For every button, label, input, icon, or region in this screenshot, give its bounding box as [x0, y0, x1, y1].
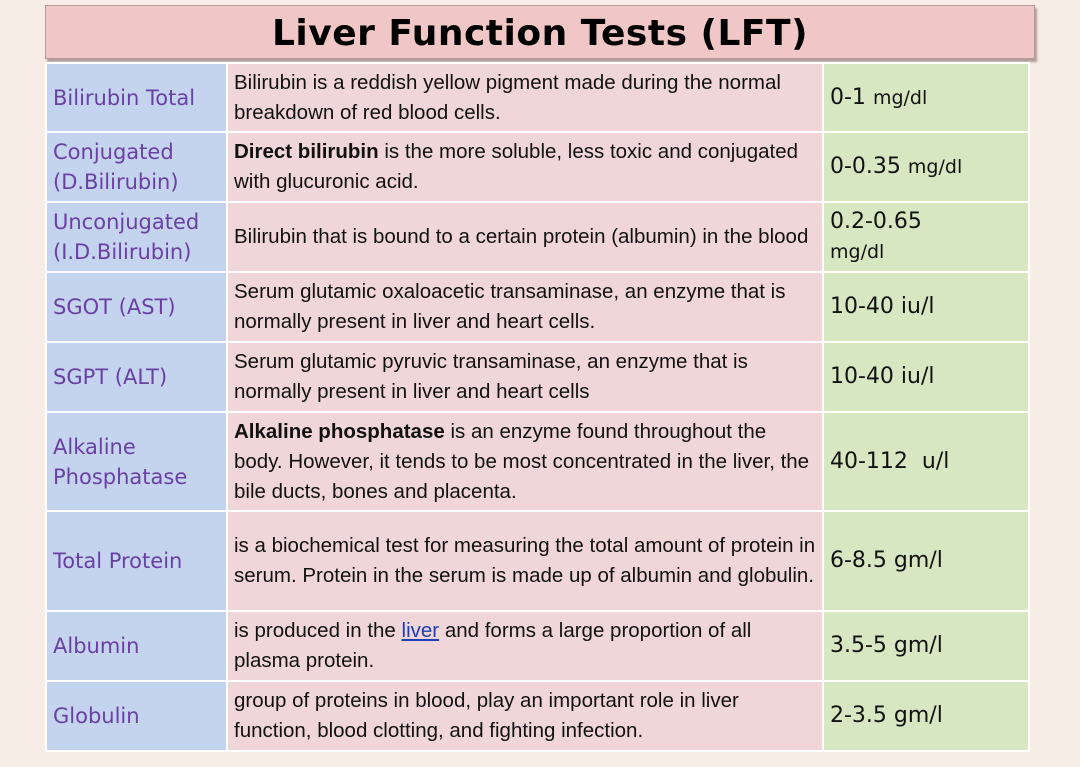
range-unit: mg/dl: [830, 241, 885, 263]
test-description: [227, 202, 823, 272]
range-value: 0-1: [830, 84, 866, 110]
normal-range: [823, 681, 1029, 751]
test-description: [227, 63, 823, 132]
description-bold-term: Direct bilirubin: [234, 140, 379, 163]
table-row: [46, 511, 1029, 611]
test-description: [227, 272, 823, 342]
range-value: 10-40 iu/l: [830, 294, 935, 319]
test-description: [227, 611, 823, 681]
test-name: Unconjugated (I.D.Bilirubin): [46, 202, 227, 272]
normal-range: [823, 611, 1029, 681]
range-value: 0.2-0.65: [830, 209, 922, 234]
table-row: [46, 132, 1029, 202]
table-row: [46, 611, 1029, 681]
table-row: [46, 202, 1029, 272]
test-name: Globulin: [46, 681, 227, 751]
table-row: [46, 272, 1029, 342]
table-row: [46, 681, 1029, 751]
range-value: 6-8.5 gm/l: [830, 548, 943, 573]
description-text: is an enzyme found throughout the body. However, it tends to be most concentrated in the liver, the bile ducts, bones and placenta.: [234, 419, 810, 503]
table-row: [46, 342, 1029, 412]
normal-range: [823, 202, 1029, 272]
range-value: 3.5-5 gm/l: [830, 633, 943, 658]
range-value: 2-3.5 gm/l: [830, 703, 943, 728]
description-text: and forms a large proportion of all plasma protein.: [234, 619, 752, 672]
liver-link[interactable]: liver: [401, 619, 440, 642]
description-text: is produced in the: [234, 619, 402, 642]
normal-range: [823, 272, 1029, 342]
test-description: [227, 681, 823, 751]
description-bold-term: Alkaline phosphatase: [234, 419, 445, 443]
range-value: 10-40 iu/l: [830, 364, 935, 389]
normal-range: [823, 342, 1029, 412]
title-banner: [45, 5, 1035, 59]
normal-range: [823, 412, 1029, 511]
description-text: Bilirubin that is bound to a certain protein (albumin) in the blood: [234, 225, 809, 248]
table-row: [46, 63, 1029, 132]
lft-table: [45, 62, 1030, 752]
test-description: [227, 412, 823, 511]
test-name: Alkaline Phosphatase: [46, 412, 227, 511]
description-text: Serum glutamic oxaloacetic transaminase, an enzyme that is normally present in liver and heart cells.: [234, 280, 786, 333]
table-row: [46, 412, 1029, 511]
description-text: Bilirubin is a reddish yellow pigment made during the normal breakdown of red blood cells.: [234, 70, 781, 124]
range-value: 40-112 u/l: [830, 448, 950, 474]
test-name: Bilirubin Total: [46, 63, 227, 132]
test-description: [227, 511, 823, 611]
normal-range: [823, 132, 1029, 202]
range-unit: mg/dl: [907, 156, 963, 178]
description-text: is a biochemical test for measuring the total amount of protein in serum. Protein in the serum is made up of albumin and globulin.: [234, 534, 816, 587]
test-name: Albumin: [46, 611, 227, 681]
range-unit: mg/dl: [872, 86, 928, 109]
test-description: [227, 132, 823, 202]
test-name: Total Protein: [46, 511, 227, 611]
normal-range: [823, 511, 1029, 611]
test-name: Conjugated (D.Bilirubin): [46, 132, 227, 202]
test-name: SGOT (AST): [46, 272, 227, 342]
range-value: 0-0.35: [830, 154, 901, 179]
normal-range: [823, 63, 1029, 132]
description-text: is the more soluble, less toxic and conjugated with glucuronic acid.: [234, 140, 799, 193]
test-description: [227, 342, 823, 412]
test-name: SGPT (ALT): [46, 342, 227, 412]
description-text: Serum glutamic pyruvic transaminase, an enzyme that is normally present in liver and heart cells: [234, 350, 748, 403]
page-title: Liver Function Tests (LFT): [271, 12, 809, 54]
description-text: group of proteins in blood, play an important role in liver function, blood clotting, and fighting infection.: [234, 689, 739, 742]
